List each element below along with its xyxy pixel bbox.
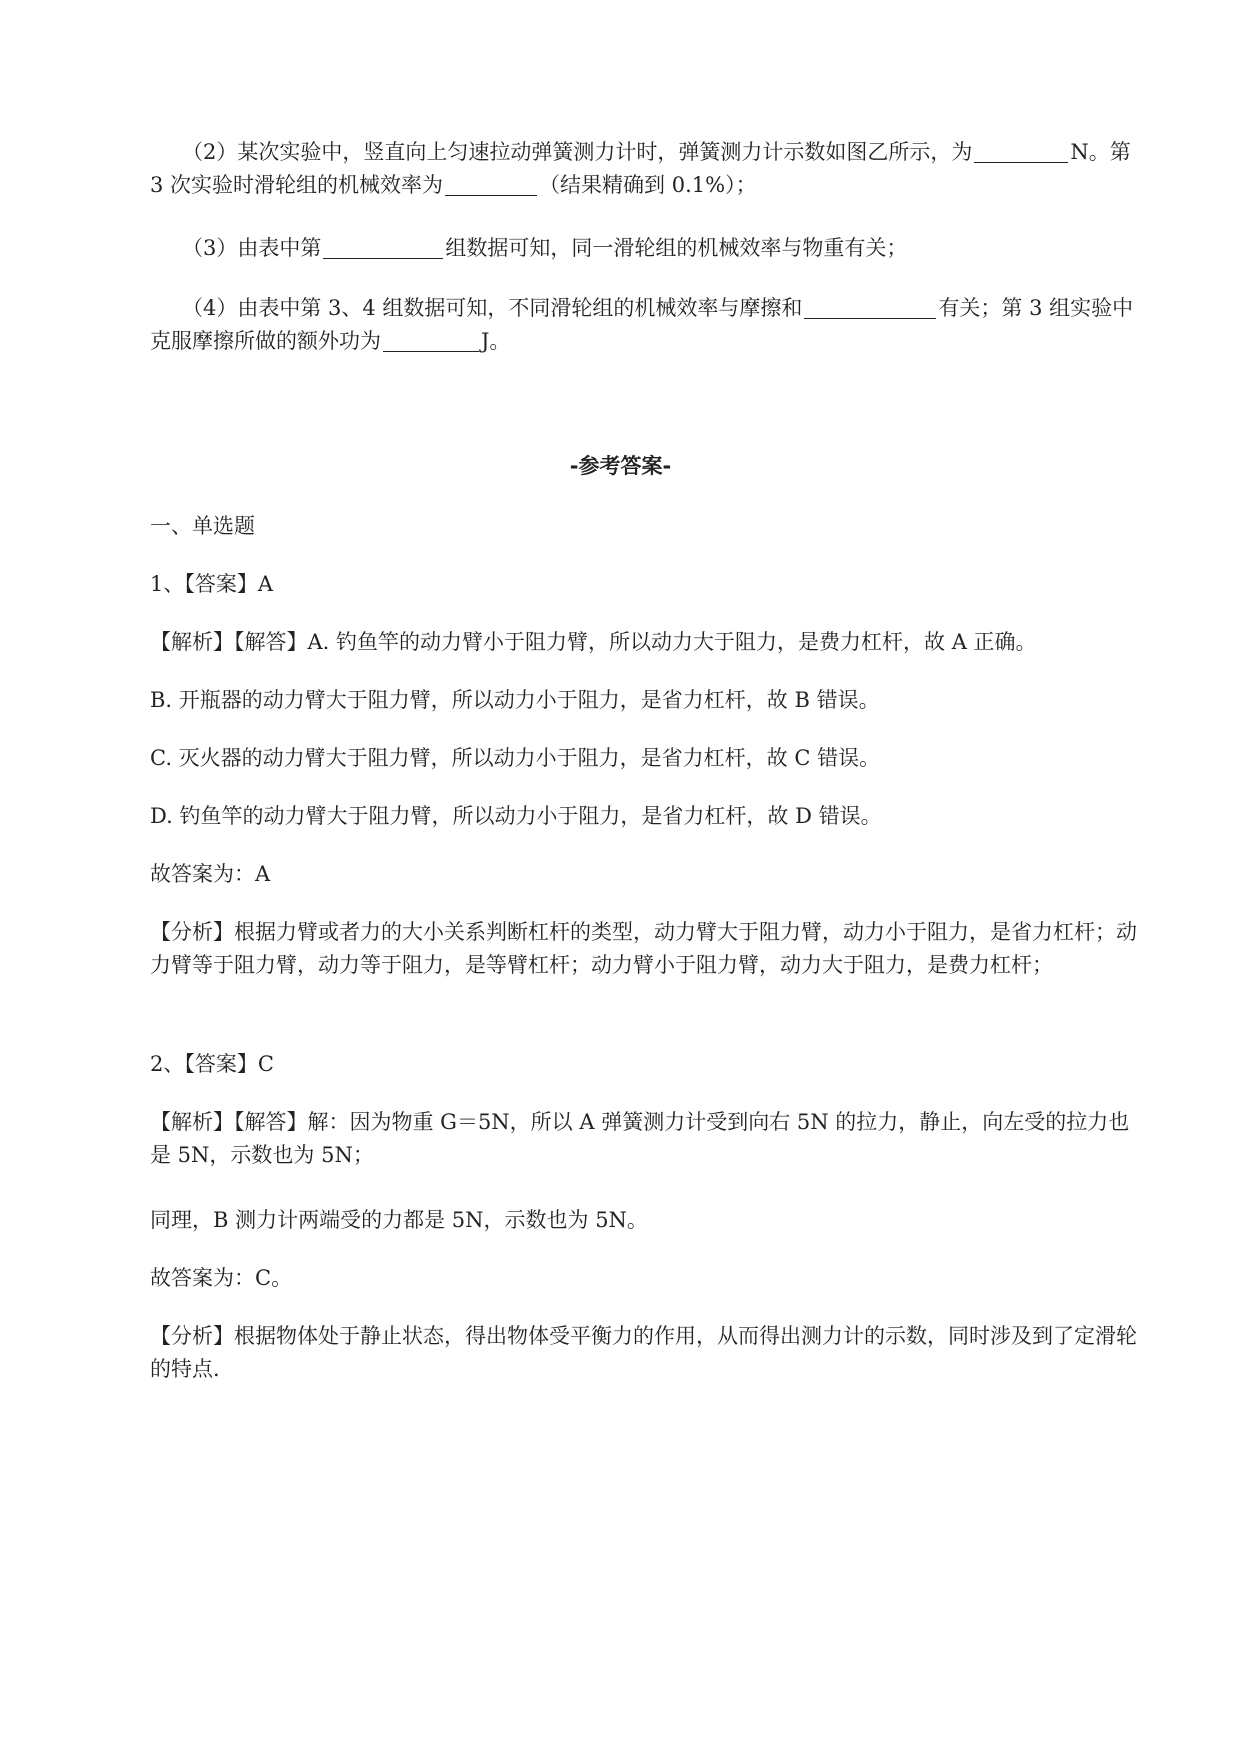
question-4: [150, 292, 1140, 358]
answer-1-fenxi: 【分析】根据力臂或者力的大小关系判断杠杆的类型，动力臂大于阻力臂，动力小于阻力，是省力杠杆；动力臂等于阻力臂，动力等于阻力，是等臂杠杆；动力臂小于阻力臂，动力大于阻力，是费力杠杆；: [150, 920, 1137, 977]
question-3: [150, 232, 1140, 265]
answer-heading: -参考答案-: [569, 454, 672, 478]
answer-1-result: 故答案为：A: [150, 862, 271, 886]
answer-1-option-d: D. 钓鱼竿的动力臂大于阻力臂，所以动力小于阻力，是省力杠杆，故 D 错误。: [150, 804, 882, 828]
question-2-text-1: （2）某次实验中，竖直向上匀速拉动弹簧测力计时，弹簧测力计示数如图乙所示，为: [182, 140, 973, 164]
answer-2-result: 故答案为：C。: [150, 1266, 293, 1290]
answer-blank-3-1: [323, 236, 443, 259]
answer-2-same: 同理，B 测力计两端受的力都是 5N，示数也为 5N。: [150, 1208, 648, 1232]
question-2-text-2: N。第 3 次实验时滑轮组的机械效率为: [150, 140, 1131, 197]
answer-2-label: 2、【答案】C: [150, 1052, 274, 1076]
answer-1-option-c: C. 灭火器的动力臂大于阻力臂，所以动力小于阻力，是省力杠杆，故 C 错误。: [150, 746, 881, 770]
question-2-text-3: （结果精确到 0.1%）；: [539, 173, 757, 197]
question-3-text-2: 组数据可知，同一滑轮组的机械效率与物重有关；: [445, 236, 908, 260]
section-title: 一、单选题: [150, 514, 255, 538]
answer-blank-4-1: [804, 296, 936, 319]
answer-1-label: 1、【答案】A: [150, 572, 274, 596]
answer-2-analysis: 【解析】【解答】解：因为物重 G＝5N，所以 A 弹簧测力计受到向右 5N 的拉力，静止，向左受的拉力也是 5N，示数也为 5N；: [150, 1110, 1130, 1167]
answer-2-fenxi: 【分析】根据物体处于静止状态，得出物体受平衡力的作用，从而得出测力计的示数，同时涉及到了定滑轮的特点.: [150, 1324, 1137, 1381]
question-3-text-1: （3）由表中第: [182, 236, 322, 260]
question-2: [150, 136, 1140, 202]
answer-blank-4-2: [383, 329, 479, 352]
answer-1-option-b: B. 开瓶器的动力臂大于阻力臂，所以动力小于阻力，是省力杠杆，故 B 错误。: [150, 688, 880, 712]
answer-1-analysis: 【解析】【解答】A. 钓鱼竿的动力臂小于阻力臂，所以动力大于阻力，是费力杠杆，故 A 正确。: [150, 630, 1037, 654]
answer-blank-2-1: [974, 140, 1068, 163]
question-4-text-3: J。: [481, 329, 511, 353]
question-4-text-2: 有关；第 3 组实验中克服摩擦所做的额外功为: [150, 296, 1134, 353]
question-4-text-1: （4）由表中第 3、4 组数据可知，不同滑轮组的机械效率与摩擦和: [182, 296, 803, 320]
answer-blank-2-2: [445, 173, 537, 196]
